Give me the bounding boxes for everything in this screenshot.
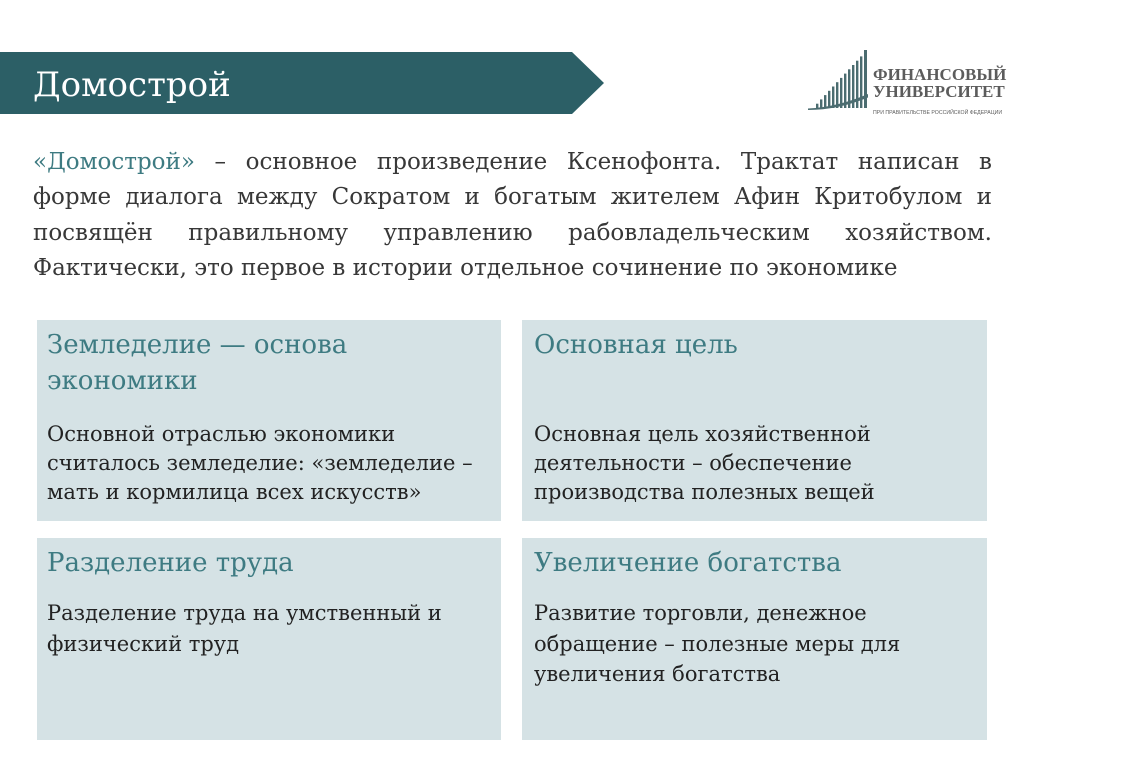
card-body [534, 598, 900, 690]
card-heading-line: Увеличение богатства [534, 548, 842, 578]
university-logo-tagline-wrap [873, 103, 1009, 116]
card-heading-line: Разделение труда [47, 548, 294, 578]
card-body [534, 420, 875, 507]
card-body-line: физический труд [47, 631, 240, 656]
intro-paragraph [33, 145, 992, 287]
intro-highlight-title: «Домострой» [33, 149, 195, 175]
card-body-line: увеличения богатства [534, 662, 781, 686]
card-body-line: обращение – полезные меры для [534, 631, 901, 656]
card-body-line: считалось земледелие: «земледелие – [47, 451, 473, 475]
card-body-line: Разделение труда на умственный и [47, 601, 442, 625]
card-heading-line: экономики [47, 366, 198, 396]
card-heading [534, 327, 738, 363]
emblem-stripe [828, 91, 830, 108]
card-body-line: производства полезных вещей [534, 480, 875, 504]
card-body [47, 420, 473, 507]
university-logo-name-line-1: ФИНАНСОВЫЙ [873, 65, 1007, 84]
card-division-of-labour [37, 538, 501, 740]
university-logo-name-line-2: УНИВЕРСИТЕТ [873, 82, 1005, 101]
intro-line-4: Фактически, это первое в истории отдельное сочинение по экономике [33, 255, 898, 282]
slide-title: Домострой [33, 65, 231, 105]
card-body-line: Развитие торговли, денежное [534, 601, 867, 625]
university-logo-tagline: ПРИ ПРАВИТЕЛЬСТВЕ РОССИЙСКОЙ ФЕДЕРАЦИИ [873, 110, 1003, 116]
university-logo-emblem [808, 48, 870, 110]
intro-line-3: посвящён правильному управлению рабовладельческим хозяйством. [33, 219, 992, 246]
card-agriculture [37, 320, 501, 521]
card-heading-line: Земледелие — основа [47, 330, 348, 360]
card-wealth-increase [522, 538, 987, 740]
emblem-stripe [820, 99, 822, 108]
emblem-stripe [832, 87, 834, 109]
university-logo [808, 46, 1008, 116]
card-body-line: мать и кормилица всех искусств» [47, 480, 422, 504]
intro-line-1 [33, 145, 992, 180]
emblem-stripe [864, 50, 867, 108]
card-body-line: Основная цель хозяйственной [534, 422, 871, 446]
card-body-line: Основной отраслью экономики [47, 422, 396, 446]
card-heading [534, 545, 841, 581]
title-banner [0, 52, 604, 114]
card-heading [47, 327, 347, 399]
card-body-line: деятельности – обеспечение [534, 451, 852, 475]
emblem-stripe [816, 104, 818, 108]
card-main-goal [522, 320, 987, 521]
emblem-stripe [824, 95, 826, 108]
intro-line-2: форме диалога между Сократом и богатым жителем Афин Критобулом и [33, 184, 992, 211]
intro-line-1-text: – основное произведение Ксенофонта. Трактат написан в [214, 149, 992, 175]
card-heading [47, 545, 294, 581]
card-heading-line: Основная цель [534, 330, 738, 360]
card-body [47, 598, 442, 659]
